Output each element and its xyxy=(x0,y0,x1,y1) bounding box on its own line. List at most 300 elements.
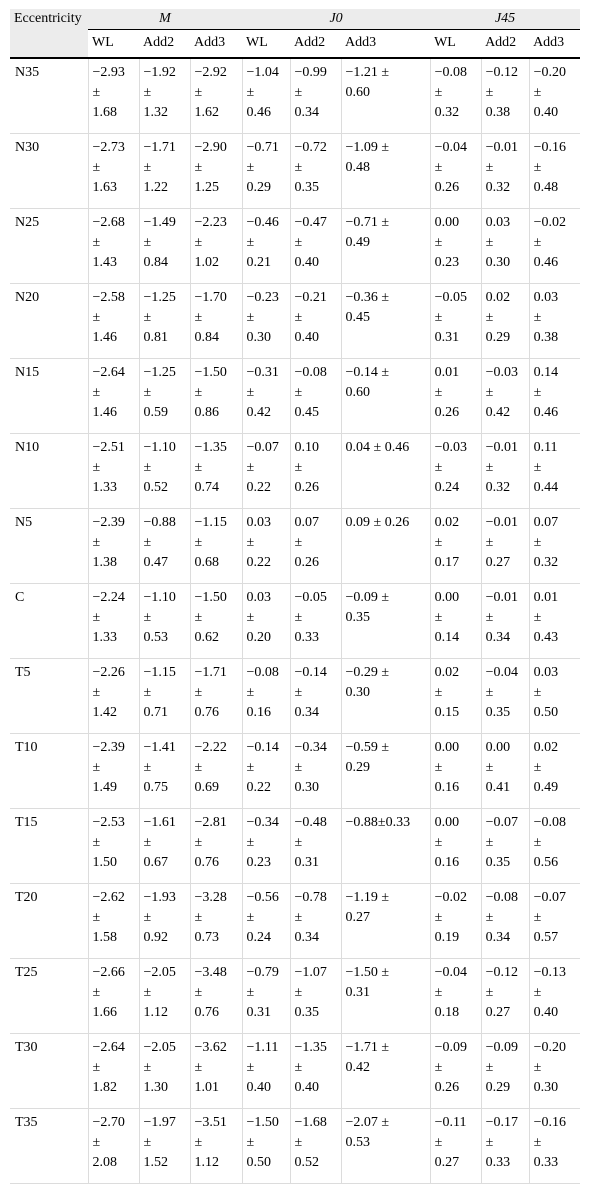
table-cell xyxy=(529,734,580,809)
cell-value: 0.14 ± 0.46 xyxy=(533,365,559,420)
table-body xyxy=(10,58,580,1184)
table-cell xyxy=(481,659,529,734)
cell-value: −1.21 ± 0.60 xyxy=(345,65,390,100)
table-cell xyxy=(190,58,242,134)
cell-value: −1.70 ± 0.84 xyxy=(194,290,227,345)
cell-value: −2.92 ± 1.62 xyxy=(194,65,227,120)
table-row xyxy=(10,359,580,434)
row-label: T35 xyxy=(10,1109,88,1184)
cell-value: 0.02 ± 0.15 xyxy=(434,665,460,720)
cell-value: −0.08 ± 0.34 xyxy=(485,890,518,945)
table-row xyxy=(10,434,580,509)
row-label: N10 xyxy=(10,434,88,509)
cell-value: −0.11 ± 0.27 xyxy=(434,1115,467,1170)
table-cell xyxy=(341,359,430,434)
table-cell xyxy=(529,959,580,1034)
cell-value: −0.79 ± 0.31 xyxy=(246,965,279,1020)
cell-value: −0.01 ± 0.32 xyxy=(485,140,518,195)
cell-value: −0.07 ± 0.57 xyxy=(533,890,566,945)
table-cell xyxy=(242,284,290,359)
table-cell xyxy=(481,584,529,659)
table-cell xyxy=(242,809,290,884)
cell-value: −2.64 ± 1.82 xyxy=(92,1040,125,1095)
cell-value: −0.34 ± 0.23 xyxy=(246,815,279,870)
table-cell xyxy=(242,58,290,134)
cell-value: −1.97 ± 1.52 xyxy=(143,1115,176,1170)
table-cell xyxy=(88,884,139,959)
table-cell xyxy=(529,209,580,284)
cell-value: −2.70 ± 2.08 xyxy=(92,1115,125,1170)
cell-value: −2.62 ± 1.58 xyxy=(92,890,125,945)
row-label: T10 xyxy=(10,734,88,809)
table-cell xyxy=(430,659,481,734)
cell-value: −0.14 ± 0.34 xyxy=(294,665,327,720)
eccentricity-header: Eccentricity xyxy=(10,9,88,58)
cell-value: −0.20 ± 0.30 xyxy=(533,1040,566,1095)
subheader: WL xyxy=(88,30,139,59)
cell-value: −0.01 ± 0.32 xyxy=(485,440,518,495)
cell-value: −2.68 ± 1.43 xyxy=(92,215,125,270)
table-cell xyxy=(190,1109,242,1184)
table-cell xyxy=(481,134,529,209)
cell-value: 0.04 ± 0.46 xyxy=(345,440,410,455)
cell-value: −0.71 ± 0.49 xyxy=(345,215,390,250)
table-cell xyxy=(139,359,190,434)
cell-value: 0.11 ± 0.44 xyxy=(533,440,559,495)
subheader: Add3 xyxy=(529,30,580,59)
cell-value: −2.51 ± 1.33 xyxy=(92,440,125,495)
subheader: WL xyxy=(430,30,481,59)
cell-value: −0.21 ± 0.40 xyxy=(294,290,327,345)
table-cell xyxy=(481,1109,529,1184)
table-cell xyxy=(242,1034,290,1109)
table-cell xyxy=(88,809,139,884)
cell-value: −0.29 ± 0.30 xyxy=(345,665,390,700)
cell-value: −1.19 ± 0.27 xyxy=(345,890,390,925)
cell-value: −2.73 ± 1.63 xyxy=(92,140,125,195)
group-header-j0: J0 xyxy=(242,9,430,30)
table-cell xyxy=(88,659,139,734)
cell-value: −1.07 ± 0.35 xyxy=(294,965,327,1020)
cell-value: 0.02 ± 0.17 xyxy=(434,515,460,570)
cell-value: −0.04 ± 0.18 xyxy=(434,965,467,1020)
cell-value: −0.88 ± 0.47 xyxy=(143,515,176,570)
table-cell xyxy=(242,584,290,659)
row-label: T5 xyxy=(10,659,88,734)
cell-value: 0.03 ± 0.50 xyxy=(533,665,559,720)
group-header-j45: J45 xyxy=(430,9,580,30)
cell-value: −1.49 ± 0.84 xyxy=(143,215,176,270)
row-label: N20 xyxy=(10,284,88,359)
cell-value: −0.05 ± 0.33 xyxy=(294,590,327,645)
table-cell xyxy=(88,284,139,359)
cell-value: −2.64 ± 1.46 xyxy=(92,365,125,420)
cell-value: −1.61 ± 0.67 xyxy=(143,815,176,870)
cell-value: −0.16 ± 0.48 xyxy=(533,140,566,195)
table-cell xyxy=(190,509,242,584)
cell-value: −2.07 ± 0.53 xyxy=(345,1115,390,1150)
table-row xyxy=(10,1034,580,1109)
cell-value: −1.50 ± 0.50 xyxy=(246,1115,279,1170)
cell-value: −2.39 ± 1.49 xyxy=(92,740,125,795)
table-row xyxy=(10,58,580,134)
table-cell xyxy=(190,584,242,659)
table-cell xyxy=(290,734,341,809)
row-label: T20 xyxy=(10,884,88,959)
subheader: WL xyxy=(242,30,290,59)
cell-value: 0.07 ± 0.32 xyxy=(533,515,559,570)
cell-value: −1.71 ± 1.22 xyxy=(143,140,176,195)
table-cell xyxy=(290,884,341,959)
cell-value: −1.93 ± 0.92 xyxy=(143,890,176,945)
table-cell xyxy=(529,1034,580,1109)
table-cell xyxy=(139,209,190,284)
table-cell xyxy=(430,134,481,209)
cell-value: −0.05 ± 0.31 xyxy=(434,290,467,345)
cell-value: −0.04 ± 0.26 xyxy=(434,140,467,195)
table-cell xyxy=(190,359,242,434)
cell-value: −1.11 ± 0.40 xyxy=(246,1040,279,1095)
table-cell xyxy=(529,584,580,659)
table-cell xyxy=(529,434,580,509)
table-row xyxy=(10,209,580,284)
cell-value: −0.08 ± 0.32 xyxy=(434,65,467,120)
cell-value: −1.25 ± 0.81 xyxy=(143,290,176,345)
cell-value: −2.05 ± 1.12 xyxy=(143,965,176,1020)
cell-value: −0.48 ± 0.31 xyxy=(294,815,327,870)
table-cell xyxy=(290,359,341,434)
cell-value: 0.07 ± 0.26 xyxy=(294,515,320,570)
cell-value: −2.23 ± 1.02 xyxy=(194,215,227,270)
table-cell xyxy=(88,1034,139,1109)
cell-value: −0.01 ± 0.27 xyxy=(485,515,518,570)
table-cell xyxy=(139,58,190,134)
table-cell xyxy=(341,58,430,134)
table-cell xyxy=(290,58,341,134)
table-row xyxy=(10,1109,580,1184)
table-cell xyxy=(190,809,242,884)
table-cell xyxy=(88,58,139,134)
table-cell xyxy=(529,1109,580,1184)
table-cell xyxy=(88,134,139,209)
table-cell xyxy=(430,509,481,584)
cell-value: −0.47 ± 0.40 xyxy=(294,215,327,270)
cell-value: 0.01 ± 0.26 xyxy=(434,365,460,420)
cell-value: −3.28 ± 0.73 xyxy=(194,890,227,945)
cell-value: −0.78 ± 0.34 xyxy=(294,890,327,945)
cell-value: 0.01 ± 0.43 xyxy=(533,590,559,645)
table-cell xyxy=(88,734,139,809)
table-cell xyxy=(242,884,290,959)
cell-value: −0.13 ± 0.40 xyxy=(533,965,566,1020)
cell-value: −3.62 ± 1.01 xyxy=(194,1040,227,1095)
table-cell xyxy=(242,959,290,1034)
table-cell xyxy=(529,509,580,584)
table-cell xyxy=(341,1109,430,1184)
cell-value: −3.51 ± 1.12 xyxy=(194,1115,227,1170)
cell-value: −0.14 ± 0.60 xyxy=(345,365,390,400)
table-cell xyxy=(481,209,529,284)
table-row xyxy=(10,284,580,359)
cell-value: −0.03 ± 0.42 xyxy=(485,365,518,420)
table-cell xyxy=(341,284,430,359)
table-cell xyxy=(430,434,481,509)
table-cell xyxy=(139,284,190,359)
row-label: N15 xyxy=(10,359,88,434)
table-cell xyxy=(139,959,190,1034)
table-row xyxy=(10,584,580,659)
table-cell xyxy=(139,659,190,734)
table-cell xyxy=(88,509,139,584)
table-cell xyxy=(190,209,242,284)
table-cell xyxy=(430,1109,481,1184)
cell-value: −0.02 ± 0.19 xyxy=(434,890,467,945)
table-cell xyxy=(290,1109,341,1184)
table-cell xyxy=(290,584,341,659)
cell-value: −1.35 ± 0.40 xyxy=(294,1040,327,1095)
cell-value: −2.22 ± 0.69 xyxy=(194,740,227,795)
table-row xyxy=(10,959,580,1034)
table-cell xyxy=(529,884,580,959)
table-cell xyxy=(481,734,529,809)
cell-value: 0.00 ± 0.41 xyxy=(485,740,511,795)
row-label: T15 xyxy=(10,809,88,884)
cell-value: −0.09 ± 0.35 xyxy=(345,590,390,625)
table-cell xyxy=(290,1034,341,1109)
cell-value: −0.34 ± 0.30 xyxy=(294,740,327,795)
cell-value: −0.17 ± 0.33 xyxy=(485,1115,518,1170)
cell-value: −2.81 ± 0.76 xyxy=(194,815,227,870)
table-cell xyxy=(481,359,529,434)
cell-value: −1.10 ± 0.52 xyxy=(143,440,176,495)
table-row xyxy=(10,734,580,809)
cell-value: −0.31 ± 0.42 xyxy=(246,365,279,420)
cell-value: 0.00 ± 0.23 xyxy=(434,215,460,270)
table-cell xyxy=(139,809,190,884)
cell-value: −0.71 ± 0.29 xyxy=(246,140,279,195)
table-cell xyxy=(529,659,580,734)
cell-value: −0.88±0.33 xyxy=(345,815,411,830)
subheader: Add3 xyxy=(341,30,430,59)
table-cell xyxy=(139,434,190,509)
cell-value: −0.03 ± 0.24 xyxy=(434,440,467,495)
cell-value: 0.00 ± 0.16 xyxy=(434,815,460,870)
table-cell xyxy=(139,134,190,209)
table-cell xyxy=(290,809,341,884)
table-cell xyxy=(190,734,242,809)
cell-value: −0.99 ± 0.34 xyxy=(294,65,327,120)
row-label: N35 xyxy=(10,58,88,134)
table-cell xyxy=(341,884,430,959)
cell-value: −0.20 ± 0.40 xyxy=(533,65,566,120)
row-label: N25 xyxy=(10,209,88,284)
table-cell xyxy=(430,959,481,1034)
cell-value: −0.23 ± 0.30 xyxy=(246,290,279,345)
table-cell xyxy=(341,734,430,809)
table-cell xyxy=(481,809,529,884)
table-cell xyxy=(481,509,529,584)
table-cell xyxy=(529,284,580,359)
table-cell xyxy=(139,1034,190,1109)
subheader: Add2 xyxy=(290,30,341,59)
table-cell xyxy=(481,959,529,1034)
table-cell xyxy=(341,134,430,209)
cell-value: −0.08 ± 0.45 xyxy=(294,365,327,420)
table-cell xyxy=(529,809,580,884)
table-cell xyxy=(430,359,481,434)
table-cell xyxy=(529,58,580,134)
cell-value: −0.16 ± 0.33 xyxy=(533,1115,566,1170)
table-row xyxy=(10,809,580,884)
table-cell xyxy=(88,1109,139,1184)
cell-value: 0.03 ± 0.30 xyxy=(485,215,511,270)
table-cell xyxy=(88,959,139,1034)
table-row xyxy=(10,659,580,734)
cell-value: −1.92 ± 1.32 xyxy=(143,65,176,120)
cell-value: −0.14 ± 0.22 xyxy=(246,740,279,795)
cell-value: −1.41 ± 0.75 xyxy=(143,740,176,795)
cell-value: −2.90 ± 1.25 xyxy=(194,140,227,195)
cell-value: −0.07 ± 0.22 xyxy=(246,440,279,495)
table-cell xyxy=(139,884,190,959)
table-cell xyxy=(139,734,190,809)
cell-value: −1.71 ± 0.42 xyxy=(345,1040,390,1075)
cell-value: −2.26 ± 1.42 xyxy=(92,665,125,720)
cell-value: −2.39 ± 1.38 xyxy=(92,515,125,570)
cell-value: 0.03 ± 0.22 xyxy=(246,515,272,570)
table-cell xyxy=(290,509,341,584)
table-cell xyxy=(242,209,290,284)
cell-value: −2.66 ± 1.66 xyxy=(92,965,125,1020)
table-cell xyxy=(481,434,529,509)
cell-value: −0.09 ± 0.26 xyxy=(434,1040,467,1095)
table-cell xyxy=(242,509,290,584)
row-label: C xyxy=(10,584,88,659)
cell-value: −1.50 ± 0.31 xyxy=(345,965,390,1000)
row-label: N30 xyxy=(10,134,88,209)
table-cell xyxy=(139,1109,190,1184)
row-label: T25 xyxy=(10,959,88,1034)
table-cell xyxy=(481,284,529,359)
table-cell xyxy=(290,209,341,284)
data-table xyxy=(10,9,580,1184)
table-cell xyxy=(242,359,290,434)
cell-value: −1.04 ± 0.46 xyxy=(246,65,279,120)
table-cell xyxy=(88,434,139,509)
table-cell xyxy=(481,1034,529,1109)
cell-value: −1.68 ± 0.52 xyxy=(294,1115,327,1170)
cell-value: −1.10 ± 0.53 xyxy=(143,590,176,645)
table-cell xyxy=(430,58,481,134)
table-cell xyxy=(242,659,290,734)
table-cell xyxy=(290,659,341,734)
table-cell xyxy=(529,134,580,209)
cell-value: 0.09 ± 0.26 xyxy=(345,515,410,530)
table-cell xyxy=(341,659,430,734)
cell-value: −0.08 ± 0.16 xyxy=(246,665,279,720)
cell-value: −0.07 ± 0.35 xyxy=(485,815,518,870)
cell-value: −0.72 ± 0.35 xyxy=(294,140,327,195)
table-cell xyxy=(290,134,341,209)
table-cell xyxy=(190,659,242,734)
subheader: Add2 xyxy=(481,30,529,59)
cell-value: 0.10 ± 0.26 xyxy=(294,440,320,495)
cell-value: −0.36 ± 0.45 xyxy=(345,290,390,325)
cell-value: −2.05 ± 1.30 xyxy=(143,1040,176,1095)
cell-value: −0.59 ± 0.29 xyxy=(345,740,390,775)
cell-value: −0.56 ± 0.24 xyxy=(246,890,279,945)
table-cell xyxy=(290,434,341,509)
cell-value: −2.58 ± 1.46 xyxy=(92,290,125,345)
table-cell xyxy=(88,584,139,659)
cell-value: −1.71 ± 0.76 xyxy=(194,665,227,720)
table-cell xyxy=(290,284,341,359)
group-header-m: M xyxy=(88,9,242,30)
table-row xyxy=(10,134,580,209)
cell-value: 0.03 ± 0.20 xyxy=(246,590,272,645)
table-cell xyxy=(430,284,481,359)
table-cell xyxy=(341,509,430,584)
cell-value: −0.04 ± 0.35 xyxy=(485,665,518,720)
table-cell xyxy=(430,1034,481,1109)
table-cell xyxy=(242,734,290,809)
row-label: N5 xyxy=(10,509,88,584)
cell-value: −0.08 ± 0.56 xyxy=(533,815,566,870)
table-cell xyxy=(190,884,242,959)
cell-value: 0.00 ± 0.16 xyxy=(434,740,460,795)
table-cell xyxy=(430,884,481,959)
cell-value: −1.25 ± 0.59 xyxy=(143,365,176,420)
table-cell xyxy=(430,809,481,884)
table-cell xyxy=(190,434,242,509)
table-cell xyxy=(139,584,190,659)
table-cell xyxy=(341,809,430,884)
table-cell xyxy=(430,734,481,809)
cell-value: −0.09 ± 0.29 xyxy=(485,1040,518,1095)
cell-value: 0.02 ± 0.49 xyxy=(533,740,559,795)
table-cell xyxy=(341,1034,430,1109)
subheader: Add3 xyxy=(190,30,242,59)
table-cell xyxy=(481,884,529,959)
table-cell xyxy=(341,584,430,659)
cell-value: −2.93 ± 1.68 xyxy=(92,65,125,120)
table-cell xyxy=(190,959,242,1034)
table-cell xyxy=(242,1109,290,1184)
table-cell xyxy=(430,584,481,659)
table-cell xyxy=(430,209,481,284)
table-cell xyxy=(290,959,341,1034)
cell-value: −0.02 ± 0.46 xyxy=(533,215,566,270)
cell-value: −2.53 ± 1.50 xyxy=(92,815,125,870)
cell-value: −3.48 ± 0.76 xyxy=(194,965,227,1020)
table-cell xyxy=(341,434,430,509)
cell-value: −0.01 ± 0.34 xyxy=(485,590,518,645)
cell-value: −0.46 ± 0.21 xyxy=(246,215,279,270)
table-row xyxy=(10,509,580,584)
table-cell xyxy=(190,134,242,209)
table-cell xyxy=(190,1034,242,1109)
cell-value: −1.09 ± 0.48 xyxy=(345,140,390,175)
table-cell xyxy=(242,434,290,509)
table-cell xyxy=(341,209,430,284)
table-cell xyxy=(242,134,290,209)
row-label: T30 xyxy=(10,1034,88,1109)
cell-value: 0.03 ± 0.38 xyxy=(533,290,559,345)
table-cell xyxy=(481,58,529,134)
cell-value: −1.15 ± 0.71 xyxy=(143,665,176,720)
table-cell xyxy=(190,284,242,359)
table-cell xyxy=(88,209,139,284)
